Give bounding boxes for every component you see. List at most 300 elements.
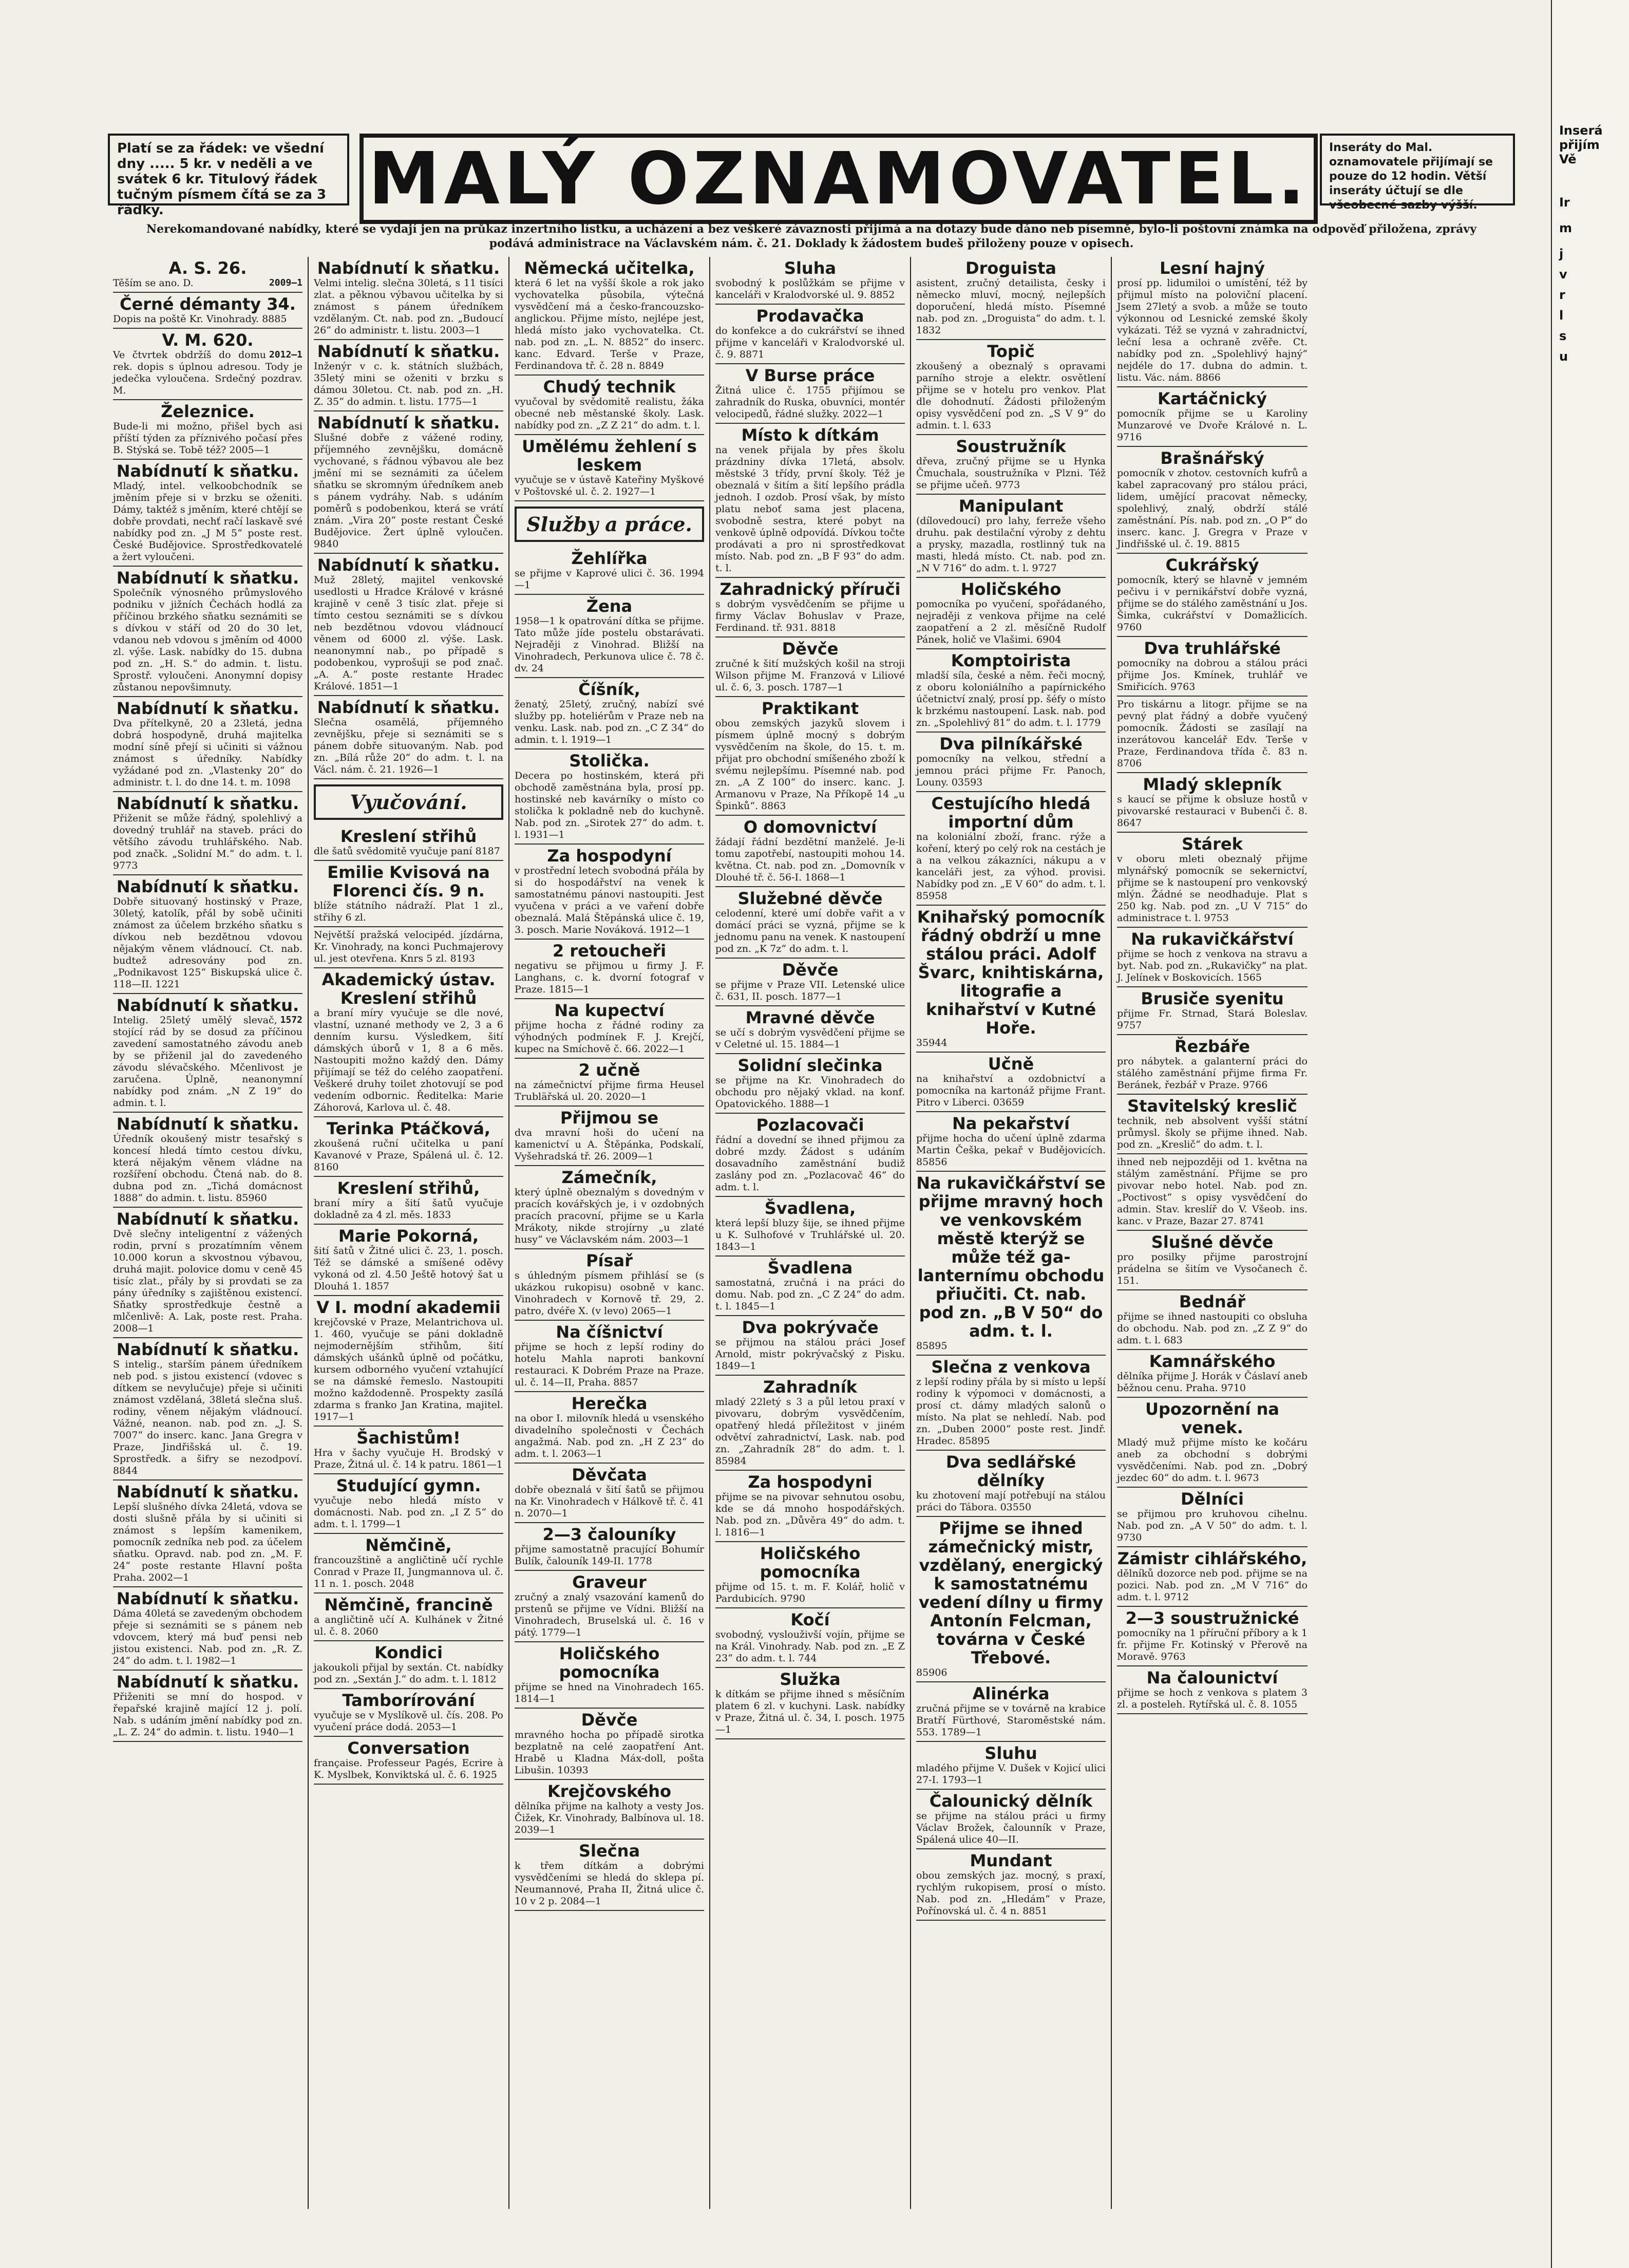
ad-body: mravného hocha po případě sirotka bezplatně na celé zaopatření Ant. Hrabě u Kladna Máx-doll, pošta Libušin. 10393 — [515, 1729, 704, 1776]
ad-title: Slečna — [578, 1841, 640, 1861]
ad-title: Praktikant — [761, 699, 859, 718]
ad-title: Nabídnutí k sňatku. — [116, 1672, 299, 1692]
ad-body: Dobře situovaný hostinský v Praze, 30letý, katolík, přál by sobě učiniti známost za účelem brzkého sňatku s dívkou neb bezdětnou vdovou nějakým věnem vládnoucí. Ct. nab. budtež adresovány pod zn. „Podnikavost 125“ Biskupská ulice č. 118—II. 1221 — [113, 896, 302, 990]
classified-ad — [515, 1840, 704, 1911]
ad-body: se přijme na Kr. Vinohradech do obchodu pro nějaký vklad. na konf. Opatovického. 1888—1 — [715, 1075, 905, 1110]
ad-columns — [108, 257, 1515, 2209]
classified-ad — [515, 749, 704, 845]
ad-body: obou zemských jaz. mocný, s praxí, rychlým rukopisem, prosí o místo. Nab. pod zn. „Hledám“ v Praze, Pořínovská ul. č. 4 n. 8851 — [916, 1870, 1106, 1917]
classified-ad — [314, 257, 503, 340]
classified-ad — [515, 547, 704, 595]
ad-body: Úředník okoušený mistr tesařský s koncesí hledá tímto cestou dívku, která nějakým věnem vládne na rozšíření obchodu. Čtená nab. do 8. dubna pod zn. „Tichá domácnost 1888“ do admin. t. listu. 85960 — [113, 1133, 302, 1204]
classified-ad — [515, 845, 704, 940]
ad-body: pomocníka po vyučení, spořádaného, nejraději z venkova přijme na celé zaopatření a 2 zl. měsíčně Rudolf Pánek, holič ve Vlašimi. 6904 — [916, 598, 1106, 645]
ad-body: vyučuje se v Myslíkově ul. čís. 208. Po vyučení práce dodá. 2053—1 — [314, 1710, 503, 1733]
ad-body: pomocník, který se hlavně v jemném pečivu i v pernikářství dobře vyzná, přijme se do stálého zaměstnání u Jos. Šimka, cukrářství v Domažlicích. 9760 — [1117, 574, 1308, 633]
ad-body: na koloniální zboží, franc. rýže a koření, který po celý rok na cestách je a na velkou zákazníci, nákupu a v kanceláři jest, za výhod. provisi. Nabídky pod zn. „E V 60“ do adm. t. l. 85958 — [916, 831, 1106, 902]
classified-ad — [715, 364, 905, 424]
ad-title: Cukrářský — [1165, 555, 1259, 575]
ad-title: Děvče — [782, 639, 839, 659]
ad-number: 2009—1 — [269, 277, 302, 288]
insert-info-box: Inseráty do Mal. oznamovatele přijímají se pouze do 12 hodin. Větší inseráty účtují se dle všeobecné sazby výšší. — [1320, 134, 1515, 205]
classified-ad — [314, 1296, 503, 1427]
ad-title: 2—3 čalouníky — [542, 1525, 676, 1544]
classified-ad — [314, 1689, 503, 1737]
ad-title: Brusiče syenitu — [1141, 989, 1284, 1008]
classified-ad — [314, 340, 503, 411]
ad-body: přijme hocha z řádné rodiny za výhodných podmínek F. J. Krejčí, kupec na Smíchově č. 66. 2022—1 — [515, 1020, 704, 1055]
ad-number: 2012—1 — [269, 349, 302, 360]
ad-body: přijme se hned na Vinohradech 165. 1814—1 — [515, 1681, 704, 1704]
ad-body: přijme Fr. Strnad, Stará Boleslav. 9757 — [1117, 1008, 1308, 1031]
ad-title: Bednář — [1179, 1292, 1246, 1311]
ad-body: Intelig. 25letý umělý slevač, stojící rád by se dosud za příčinou zavedení samostatného závodu aneb by se přiženil jal do zavedeného závodu slévačského. Mčenlivost je zaručena. Úplně, neanonymní nabídky pod znám. „N Z 19“ do admin. t. l. — [113, 1015, 302, 1109]
classified-ad — [1117, 1350, 1308, 1398]
classified-ad — [916, 1849, 1106, 1921]
strip-fragment: Vě — [1559, 152, 1577, 166]
column-3 — [509, 257, 710, 2209]
ad-title: Dva pokrývače — [742, 1318, 879, 1337]
ad-body: do konfekce a do cukrářství se ihned přijme v kanceláři v Kralodvorské ul. č. 9. 8871 — [715, 325, 905, 360]
ad-title: Zámistr cihlářského, — [1117, 1549, 1308, 1568]
ad-body: přijme se hoch z venkova s platem 3 zl. a posteleh. Rytířská ul. č. 8. 1055 — [1117, 1687, 1308, 1710]
ad-body: řádní a dovední se ihned přijmou za dobré mzdy. Žádost s udáním dosavadního zaměstnání budiž zaslány pod zn. „Pozlacovač 46“ do adm. t. l. — [715, 1134, 905, 1193]
section-heading: Služby a práce. — [526, 513, 692, 536]
classified-ad — [715, 257, 905, 305]
classified-ad — [916, 578, 1106, 649]
ad-body: vyučoval by svědomitě realistu, žáka obecné neb městanské školy. Lask. nabídky pod zn. „Z Z 21“ do adm. t. l. — [515, 396, 704, 431]
classified-ad — [715, 578, 905, 638]
ad-title: Stolička. — [569, 751, 650, 771]
ad-title: Dva truhlářské — [1144, 639, 1281, 658]
classified-ad — [515, 1642, 704, 1709]
classified-ad — [1117, 1547, 1308, 1607]
ad-body: přijme se ihned nastoupiti co obsluha do obchodu. Nab. pod zn. „Z Z 9“ do adm. t. l. 683 — [1117, 1311, 1308, 1346]
classified-ad — [314, 1225, 503, 1296]
classified-ad — [113, 1338, 302, 1480]
ad-title: Žehlířka — [571, 549, 648, 568]
ad-title: A. S. 26. — [168, 258, 247, 278]
ad-body: dle šatů svědomitě vyučuje paní 8187 — [314, 846, 500, 857]
classified-ad — [1117, 257, 1308, 387]
ad-body: celodenní, které umí dobře vařit a v domácí práci se vyzná, přijme se k jednomu panu na venek. K nastoupení pod zn. „K 7z“ do adm. t. l. — [715, 908, 905, 954]
ad-body: Inženýr v c. k. státních službách, 35letý mini se oženiti v brzku s dámou 30letou. Ct. nab. pod zn. „H. Z. 35“ do admin. t. listu. 1775—1 — [314, 361, 503, 407]
ad-body: 35944 — [916, 1037, 948, 1048]
ad-title: Cestujícího hledá importní dům — [931, 794, 1091, 832]
classified-ad — [916, 1451, 1106, 1517]
classified-ad — [314, 411, 503, 554]
ad-body: obou zemských jazyků slovem i písmem úplně mocný s dobrým vysvědčením na škole, do 15. t. m. přijat pro obchodní smíšeného zboží k svému nejlepšímu. Písemné nab. pod zn. „A Z 100“ do inserc. kanc. J. Armanovu v Praze, Na Příkopě 14 „u Špinků“. 8863 — [715, 718, 905, 812]
ad-title: Šachistům! — [356, 1428, 461, 1448]
classified-ad — [1117, 1035, 1308, 1095]
classified-ad — [314, 1641, 503, 1689]
ad-title: Nabídnutí k sňatku. — [317, 698, 500, 717]
ad-body: Pro tiskárnu a litogr. přijme se na pevný plat řádný a dobře vyučený pomocník. Žádosti se zasílají na inzerátovou kancelář Edv. Terše v Praze, Ferdinandova třída č. 83 n. 8706 — [1117, 699, 1308, 769]
masthead — [108, 123, 1515, 257]
ad-title: Německá učitelka, — [524, 258, 695, 278]
ad-title: Mravné děvče — [745, 1008, 875, 1027]
ad-title: Přijmou se — [560, 1108, 659, 1128]
ad-title: V Burse práce — [745, 366, 875, 385]
column-6 — [1112, 257, 1313, 2209]
strip-fragment: r — [1559, 288, 1565, 302]
strip-fragment: l — [1559, 308, 1564, 323]
classified-ad — [916, 1112, 1106, 1172]
ad-title: Soustružník — [956, 437, 1066, 456]
classified-ad — [1117, 447, 1308, 554]
ad-body: 85906 — [916, 1667, 948, 1678]
ad-body: (dílovedoucí) pro lahy, ferreže všeho druhu. pak destilační výroby z dehtu a prysky, mazadla, rostlinný tuk na masti, hledá místo. Ct. nab. pod zn. „N V 716“ do adm. t. l. 9727 — [916, 515, 1106, 574]
ad-title: Na pekařství — [952, 1114, 1070, 1133]
ad-body: S intelig., starším pánem úředníkem neb pod. s jistou existencí (vdovec s dítkem se nevylučuje) přeje si učiniti známost vzdělaná, 38letá slečna sluš. rodiny, věnem nějakým vládnoucí. Vážné, neanon. nab. pod zn. „J. S. 7007“ do inserc. kanc. Jana Gregra v Praze, Jindřišská ul. č. 19. Sprostředk. a šifry se nezodpoví. 8844 — [113, 1359, 302, 1476]
classified-ad — [715, 424, 905, 578]
classified-ad — [715, 305, 905, 364]
ad-title: Studující gymn. — [336, 1476, 481, 1495]
ad-body: a braní míry vyučuje se dle nové, vlastní, uznané methody ve 2, 3 a 6 denním kursu. Výsledkem, šití dámských úborů v 1, 8 a 6 měs. Nastoupiti možno každý den. Dámy přijímají se též do celého zaopatření. Veškeré druhy toilet zhotovují se pod vedením odbornic. Ředitelka: Marie Záhorová, Karlova ul. č. 48. — [314, 1007, 503, 1113]
ad-title: Kreslení střihů, — [337, 1178, 480, 1198]
ad-title: Žena — [586, 596, 633, 616]
classified-ad — [916, 257, 1106, 340]
classified-ad — [1117, 1231, 1308, 1290]
ad-title: V I. modní akademii — [316, 1298, 501, 1317]
ad-title: Nabídnutí k sňatku. — [317, 258, 500, 278]
ad-body: přijme hocha do učení úplně zdarma Martin Češka, pekař v Budějovicích. 85856 — [916, 1133, 1106, 1168]
strip-fragment: Ir — [1559, 195, 1570, 210]
strip-fragment: u — [1559, 349, 1568, 364]
classified-ad — [1117, 1290, 1308, 1350]
ad-body: se přijme v Praze VII. Letenské ulice č. 631, II. posch. 1877—1 — [715, 979, 905, 1002]
classified-ad — [916, 495, 1106, 578]
classified-ad — [1117, 928, 1308, 987]
ad-title: Děvče — [782, 960, 839, 980]
ad-body: z lepší rodiny přála by si místo u lepší rodiny k výpomoci v domácnosti, a prosí ct. dámy mladých salonů o místo. Na plat se nehledí. Nab. pod zn. „Duben 2000“ poste rest. Jindř. Hradec. 85895 — [916, 1376, 1106, 1447]
ad-body: Těším se ano. D. — [113, 277, 194, 289]
ad-body: dělníka přijme na kalhoty a vesty Jos. Čižek, Kr. Vinohrady, Balbínova ul. 18. 2039—1 — [515, 1801, 704, 1835]
classified-ad — [715, 1257, 905, 1316]
classified-ad — [113, 1480, 302, 1587]
classified-ad — [314, 1534, 503, 1594]
ad-title: Za hospodyní — [547, 846, 672, 866]
ad-body: s úhledným písmem přihlásí se (s ukázkou rukopisu) osobně v kanc. Vinohradech v Kornově tř. 29, 2. patro, dvéře X. (v levo) 2065—1 — [515, 1270, 704, 1317]
ad-body: se učí s dobrým vysvědčení přijme se v Celetné ul. 15. 1884—1 — [715, 1027, 905, 1050]
classified-ad — [515, 1392, 704, 1464]
ad-body: přijme od 15. t. m. F. Kolář, holič v Pardubicích. 9790 — [715, 1581, 905, 1604]
ad-body: žádají řádní bezdětní manželé. Je-li tomu zapotřebí, nastoupiti mohou 14. května. Ct. nab. pod zn. „Domovník v Dlouhé tř. č. 56-I. 1868—1 — [715, 836, 905, 883]
classified-ad — [314, 554, 503, 696]
ad-title: Zahradnický příruči — [719, 579, 901, 599]
ad-body: Dopis na poště Kr. Vinohrady. 8885 — [113, 313, 287, 325]
ad-body: zručná přijme se v továrně na krabice Bratří Fürthové, Staroměstské nám. 553. 1789—1 — [916, 1703, 1106, 1738]
ad-body: vyučuje se v ústavě Kateřiny Myškové v Poštovské ul. č. 2. 1927—1 — [515, 474, 704, 497]
classified-ad — [113, 257, 302, 293]
classified-ad — [314, 825, 503, 861]
classified-ad — [1117, 1154, 1308, 1231]
ad-title: Na kupectví — [554, 1001, 665, 1020]
ad-title: Zámečník, — [561, 1168, 657, 1187]
classified-ad — [1117, 1607, 1308, 1666]
ad-title: Sluha — [784, 258, 837, 278]
strip-fragment: m — [1559, 221, 1573, 235]
ad-title: Na číšnictví — [556, 1322, 663, 1342]
ad-body: a angličtině učí A. Kulhánek v Žitné ul. č. 8. 2060 — [314, 1614, 503, 1637]
ad-title: Kartáčnický — [1158, 389, 1267, 408]
ad-body: na venek přijala by přes školu prázdniny dívka 17letá, absolv. městské 3 třídy, první školy. Též je obeznalá v šitím a šití lepšího prádla jednoh. I ozdob. Prosí však, by místo platu neboť sama jest placena, svobodně sestra, které pobyt na venkově úplně odpovídá. Dívkou točte prodávati a pro ni sprostředkovat místo. Nab. pod zn. „B F 93“ do adm. t. l. — [715, 444, 905, 574]
ad-title: Dělníci — [1181, 1489, 1244, 1509]
strip-fragment: s — [1559, 329, 1567, 343]
page-title-box — [359, 134, 1318, 224]
ad-title: Terinka Ptáčková, — [326, 1119, 491, 1138]
adjacent-page-strip — [1551, 0, 1629, 2268]
ad-title: Nabídnutí k sňatku. — [116, 1209, 299, 1229]
ad-title: Dva pilníkářské — [939, 734, 1083, 754]
ad-body: svobodný k poslůžkám se přijme v kanceláři v Kralodvorské ul. 9. 8852 — [715, 277, 905, 301]
ad-title: Nabídnutí k sňatku. — [116, 794, 299, 813]
classified-ad — [715, 697, 905, 816]
ad-body: pro posilky přijme parostrojní prádelna se šitím ve Vysočanech č. 151. — [1117, 1251, 1308, 1286]
ad-title: Nabídnutí k sňatku. — [116, 996, 299, 1015]
ad-title: Emilie Kvisová na Florenci čís. 9 n. — [327, 863, 490, 901]
ad-body: Ve čtvrtek obdržíš do domu rek. dopis s úplnou adresou. Tody je jedečka vyloučena. Srdečný pozdrav. M. — [113, 349, 302, 396]
ad-title: Topič — [987, 342, 1035, 361]
ad-title: Učně — [988, 1054, 1034, 1074]
classified-ad — [515, 257, 704, 376]
classified-ad — [113, 1208, 302, 1338]
ad-body: 1958—1 k opatrování dítka se přijme. Tato může jíde postelu obstarávati. Nejraději z Vinohrad. Bližší na Vinohradech, Perkunova ulice č. 78 č. dv. 24 — [515, 615, 704, 674]
ad-title: 2 retoucheři — [552, 941, 667, 961]
ad-title: Nabídnutí k sňatku. — [317, 555, 500, 575]
classified-ad — [515, 999, 704, 1059]
ad-body: mladší síla, české a něm. řeči mocný, z oboru koloniálního a papírnického účetnictví znalý, prosí pp. šéfy o místo k brzkému nastoupení. Lask. nab. pod zn. „Spolehlivý 81“ do adm. t. l. 1779 — [916, 670, 1106, 728]
ad-body: Přiženit se může řádný, spolehlivý a dovedný truhlář na staveb. práci do většího závodu truhlářského. Nab. pod značk. „Solidní M.“ do adm. t. l. 9773 — [113, 813, 302, 871]
ad-title: Němčině, — [365, 1535, 452, 1555]
ad-title: O domovnictví — [743, 817, 877, 837]
ad-title: Chudý technik — [543, 377, 676, 397]
ad-title: Sluhu — [984, 1744, 1037, 1763]
ad-title: Děvčata — [572, 1465, 647, 1485]
ad-title: Nabídnutí k sňatku. — [116, 1114, 299, 1134]
ad-body: Mladý, intel. velkoobchodník se jměním přeje si v brzku se oženiti. Dámy, taktéž s jměním, které chtějí se dobře provdati, nechť račí laskavě své nabídky pod zn. „J M 5“ poste rest. České Budějovice. Sprostředkovatelé a žert vyloučeni. — [113, 480, 302, 563]
ad-body: pro nábytek. a galanterní práci do stálého zaměstnání přijme firma Fr. Beránek, řezbář v Praze. 9766 — [1117, 1056, 1308, 1091]
classified-ad — [715, 638, 905, 697]
ad-body: zručné k šití mužských košil na stroji Wilson přijme M. Franzová v Liliové ul. č. 6, 3. posch. 1787—1 — [715, 658, 905, 693]
ad-body: Muž 28letý, majitel venkovské usedlosti u Hradce Králové v krásné krajině v ceně 3 tisíc zlat. přeje si tímto cestou seznámiti se s dívkou neb bezdětnou vdovou vládnoucí věnem od 6000 zl. výše. Lask. neanonymní nab., po případě s podobenkou, vyprošuji se pod znač. „A. A.“ poste restante Hradec Králové. 1851—1 — [314, 574, 503, 692]
ad-body: s kaucí se přijme k obsluze hostů v pivovarské restauraci v Bubenči č. 8. 8647 — [1117, 794, 1308, 829]
classified-ad — [314, 968, 503, 1117]
classified-ad — [715, 1316, 905, 1376]
ad-title: Slečna z venkova — [931, 1357, 1091, 1377]
ad-body: k dítkám se přijme ihned s měsíčním platem 6 zl. v kuchyni. Lask. nabídky v Praze, Žitná ul. č. 34, I. posch. 1975—1 — [715, 1689, 905, 1735]
ad-title: Holičského pomocníka — [760, 1544, 861, 1582]
classified-ad — [916, 340, 1106, 435]
ad-title: Nabídnutí k sňatku. — [116, 1482, 299, 1502]
ad-title: Služebné děvče — [737, 889, 883, 908]
ad-body: dva mravní hoši do učení na kamenictví u A. Štěpánka, Podskalí, Vyšehradská tř. 26. 2009—1 — [515, 1127, 704, 1162]
ad-title: Děvče — [581, 1710, 638, 1730]
ad-body: se přijme na stálou práci u firmy Václav Brožek, čalounník v Praze, Spálená ulice 40—II. — [916, 1810, 1106, 1845]
ad-body: jakoukoli přijal by sextán. Ct. nabídky pod zn. „Sextán J.“ do adm. t. l. 1812 — [314, 1662, 503, 1685]
ad-title: Nabídnutí k sňatku. — [116, 461, 299, 481]
ad-title: Mundant — [970, 1851, 1052, 1870]
classified-ad — [715, 1608, 905, 1668]
ad-body: pomocníky na velkou, střední a jemnou práci přijme Fr. Panoch, Louny. 03593 — [916, 753, 1106, 788]
ad-title: Nabídnutí k sňatku. — [116, 1340, 299, 1359]
section-heading-box — [515, 507, 704, 542]
classified-ad — [113, 460, 302, 567]
classified-ad — [916, 1356, 1106, 1451]
column-2 — [309, 257, 509, 2209]
ad-body: svobodný, vyslouživší vojín, přijme se na Král. Vinohrady. Nab. pod zn. „E Z 23“ do adm. t. l. 744 — [715, 1629, 905, 1664]
ad-title: Na rukavičkářství — [1131, 929, 1294, 949]
classified-ad — [1117, 833, 1308, 928]
ad-body: dřeva, zručný přijme se u Hynka Čmuchala, soustružníka v Plzni. Též se přijme učeň. 9773 — [916, 456, 1106, 491]
classified-ad — [515, 678, 704, 749]
ad-title: Kreslení střihů — [340, 827, 477, 846]
ad-title: Umělému žehlení s leskem — [522, 437, 697, 475]
ad-title: Švadlena — [767, 1258, 853, 1278]
classified-ad — [715, 1006, 905, 1054]
classified-ad — [715, 1376, 905, 1471]
classified-ad — [113, 1587, 302, 1671]
strip-fragment: Inserá — [1559, 123, 1603, 138]
ad-body: Lepší slušného dívka 24letá, vdova se dosti slušně přála by si učiniti si známost s lepším kamenikem, pomocník zedníka neb pod. za účelem sňatku. Opravd. nab. pod zn. „M. F. 24“ poste restante Hlavní pošta Praha. 2002—1 — [113, 1501, 302, 1583]
ad-title: Alinérka — [972, 1684, 1050, 1703]
ad-body: na knihařství a ozdobnictví a pomocníka na kartonáž přijme Frant. Pitro v Liberci. 03659 — [916, 1073, 1106, 1108]
classified-ad — [916, 906, 1106, 1053]
ad-body: Mladý muž přijme místo ke kočáru aneb za obchodní s dobrými vysvědčeními. Nab. pod zn. „Dobrý jezdec 60“ do adm. t. l. 9673 — [1117, 1437, 1308, 1484]
ad-body: k třem dítkám a dobrými vysvědčeními se hledá do sklepa pí. Neumannové, Praha II, Žitná ulice č. 10 v 2 p. 2084—1 — [515, 1860, 704, 1907]
classified-ad — [113, 792, 302, 875]
classified-ad — [916, 1742, 1106, 1790]
ad-title: Upozornění na venek. — [1145, 1399, 1279, 1437]
classified-ad — [715, 1668, 905, 1739]
classified-ad — [515, 1321, 704, 1392]
ad-title: Služka — [780, 1670, 841, 1689]
ad-body: Slečna osamělá, příjemného zevnějšku, přeje si seznámiti se s pánem dobře situovaným. Nab. pod zn. „Bílá růže 20“ do adm. t. l. na Václ. nám. č. 21. 1926—1 — [314, 717, 503, 775]
classified-ad — [515, 1709, 704, 1780]
ad-body: se přijme v Kaprové ulici č. 36. 1994—1 — [515, 568, 704, 591]
ad-body: Velmi intelig. slečna 30letá, s 11 tisíci zlat. a pěknou výbavou učitelka by si známost s pánem úředníkem vzdělaným. Ct. nab. pod zn. „Budoucí 26“ do administr. t. listu. 2003—1 — [314, 277, 503, 336]
classified-ad — [515, 1107, 704, 1166]
classified-ad — [113, 329, 302, 400]
ad-title: Řezbáře — [1175, 1037, 1250, 1056]
ad-body: Decera po hostinském, která při obchodě zaměstnána byla, prosí pp. hostinské neb kavárníky o místo co stolička k pokladně neb do kuchyně. Nab. pod zn. „Sirotek 27“ do adm. t. l. 1931—1 — [515, 770, 704, 840]
ad-body: na zámečnictví přijme firma Heusel Trubläřská ul. 20. 2020—1 — [515, 1079, 704, 1102]
section-heading-box — [314, 784, 503, 820]
classified-ad — [314, 1474, 503, 1534]
section-heading: Vyučování. — [350, 791, 467, 814]
column-5 — [911, 257, 1112, 2209]
classified-ad — [1117, 1488, 1308, 1547]
ad-body: se přijmou na stálou práci Josef Arnold, mistr pokrývačský z Pisku. 1849—1 — [715, 1337, 905, 1372]
classified-ad — [515, 1166, 704, 1249]
classified-ad — [314, 696, 503, 779]
ad-title: Za hospodyni — [748, 1472, 873, 1492]
ad-title: Brašnářský — [1160, 448, 1264, 468]
classified-ad — [113, 400, 302, 460]
ad-body: pomocníky na dobrou a stálou práci přijme Jos. Kmínek, truhlář ve Smiřicích. 9763 — [1117, 658, 1308, 692]
classified-ad — [314, 861, 503, 927]
ad-title: Nabídnutí k sňatku. — [116, 1589, 299, 1608]
ad-body: francouzštině a angličtině učí rychle Conrad v Praze II, Jungmannova ul. č. 11 n. 1. posch. 2048 — [314, 1554, 503, 1589]
ad-body: Slušné dobře z vážené rodiny, příjemného zevnějšku, domácně vychované, s řádnou výbavou ale bez jmění mi se seznámiti za účelem sňatku se skromným úředníkem aneb s pánem vydráhy. Nab. s udáním poměrů s podobenkou, která se vrátí znám. „Vira 20“ poste restant České Budějovice. Žert úplně vyloučen. 9840 — [314, 432, 503, 550]
ad-body: šití šatů v Žitné ulici č. 23, 1. posch. Též se dámské a smíšené oděvy vykoná od zl. 4.50 Ještě hotový šat u Dlouhá 1. 1857 — [314, 1245, 503, 1292]
ad-title: Stárek — [1182, 834, 1243, 854]
column-1 — [108, 257, 309, 2209]
ad-body: zkoušený a obeznalý s opravami parního stroje a elektr. osvětlení přijme se v hotelu pro venkov. Plat dle dohodnutí. Žádosti přiloženým opisy vysvědčení pod zn. „S V 9“ do admin. t. l. 633 — [916, 361, 1106, 431]
classified-ad — [916, 649, 1106, 733]
ad-body: française. Professeur Pagés, Ecrire à K. Myslbek, Konviktská ul. č. 6. 1925 — [314, 1757, 503, 1780]
ad-body: na obor I. milovník hledá u vsenského divadelního společnosti v Čechách angažmá. Nab. pod zn. „H Z 23“ do adm. t. l. 2063—1 — [515, 1413, 704, 1459]
classified-ad — [314, 1177, 503, 1225]
ad-title: Kondici — [374, 1643, 443, 1662]
classified-ad — [715, 1542, 905, 1608]
ad-body: zručný a znalý vsazování kamenů do prstenů se přijme ve Vídni. Bližší na Vinohradech, Bruselská ul. č. 16 v pátý. 1779—1 — [515, 1591, 704, 1638]
classified-ad — [715, 1197, 905, 1257]
ad-body: přijme se hoch z venkova na stravu a byt. Nab. pod zn. „Rukavičky“ na plat. J. Jelínek v Boskovicích. 1565 — [1117, 948, 1308, 983]
ad-body: Hra v šachy vyučuje H. Brodský v Praze, Žitná ul. č. 14 k patru. 1861—1 — [314, 1447, 503, 1470]
classified-ad — [916, 1172, 1106, 1356]
ad-title: Nabídnutí k sňatku. — [116, 699, 299, 718]
ad-body: 85895 — [916, 1340, 948, 1352]
ad-title: 2 učně — [578, 1060, 640, 1080]
page-title: MALÝ OZNAMOVATEL. — [368, 137, 1309, 221]
ad-body: vyučuje nebo hledá místo v domácnosti. Nab. pod zn. „I Z 5“ do adm. t. l. 1799—1 — [314, 1495, 503, 1530]
classified-ad — [1117, 1095, 1308, 1154]
classified-ad — [515, 595, 704, 678]
ad-title: Železnice. — [161, 402, 255, 421]
classified-ad — [1117, 1398, 1308, 1488]
classified-ad — [916, 733, 1106, 792]
classified-ad — [1117, 637, 1308, 697]
ad-title: Manipulant — [958, 496, 1064, 516]
strip-fragment: v — [1559, 267, 1567, 282]
ad-title: Dva sedlářské dělníky — [945, 1452, 1076, 1490]
ad-title: Marie Pokorná, — [338, 1226, 479, 1246]
ad-body: blíže státního nádraží. Plat 1 zl., střihy 6 zl. — [314, 900, 503, 923]
ad-title: Kamnářského — [1149, 1352, 1276, 1371]
classified-ad — [715, 816, 905, 887]
classified-ad — [314, 1594, 503, 1641]
ad-body: Přiženiti se mní do hospod. v řepařské krajině mající 12 j. polí. Nab. s udáním jmění nabídky pod zn. „L. Z. 24“ do admin. t. listu. 1940—1 — [113, 1691, 302, 1738]
classified-ad — [1117, 387, 1308, 447]
ad-title: Písař — [586, 1251, 633, 1270]
ad-title: Černé démanty 34. — [120, 294, 296, 314]
strip-fragment: přijím — [1559, 138, 1600, 152]
ad-title: Nabídnutí k sňatku. — [317, 342, 500, 361]
classified-ad — [715, 1114, 905, 1197]
classified-ad — [916, 1682, 1106, 1742]
ad-title: Nabídnutí k sňatku. — [116, 568, 299, 588]
ad-title: Zahradník — [763, 1377, 857, 1397]
ad-body: dělníků dozorce neb pod. přijme se na pozici. Nab. pod zn. „M V 716“ do adm. t. l. 9712 — [1117, 1568, 1308, 1603]
ad-body: prosí pp. lidumiloi o umístění, též by přijmul místo na poloviční placení. Jsem 27letý a svob. a může se touto výkonnou od Lesnické zemské školy vykázati. Též se vyzná v zahradnictví, leční lesa a ochraně zvěře. Ct. nabídky pod zn. „Spolehlivý hajný“ nejdéle do 17. dubna do admin. t. listu. Vác. nám. 8866 — [1117, 277, 1308, 383]
rate-box: Platí se za řádek: ve všední dny ..... 5 kr. v neděli a ve svátek 6 kr. Titulový řádek tučným písmem čítá se za 3 řádky. — [108, 134, 349, 205]
ad-title: Stavitelský kreslič — [1127, 1096, 1297, 1116]
ad-title: Čalounický dělník — [929, 1791, 1093, 1811]
classified-ad — [314, 1737, 503, 1785]
ad-body: asistent, zručný detailista, česky i německo mluví, mocný, nejlepších doporučení, hledá místo. Písemné nab. pod zn. „Droguista“ do adm. t. l. 1832 — [916, 277, 1106, 336]
ad-body: Bude-li mi možno, přišel bych asi příští týden za příznivého počasí přes B. Stýská se. Tobě též? 2005—1 — [113, 421, 302, 456]
ad-title: Tamborírování — [342, 1691, 475, 1710]
classified-ad — [113, 994, 302, 1113]
ad-body: samostatná, zručná i na práci do domu. Nab. pod zn. „C Z 24“ do adm. t. l. 1845—1 — [715, 1277, 905, 1312]
classified-ad — [916, 1517, 1106, 1682]
classified-ad — [916, 792, 1106, 906]
ad-body: přijme samostatně pracující Bohumír Bulík, čalouník 149-II. 1778 — [515, 1544, 704, 1567]
ad-body: dobře obeznalá v šití šatů se přijmou na Kr. Vinohradech v Hálkově tř. č. 41 n. 2070—1 — [515, 1484, 704, 1519]
classified-ad — [113, 875, 302, 994]
ad-body: která 6 let na vyšší škole a rok jako vychovatelka působila, výtečná vysvědčení má a česko-francouzsko-anglickou. Přijme místo, nejlépe jest, hledá místo jako vychovatelka. Ct. nab. pod zn. „L. N. 8852“ do inserc. kanc. Edvard. Terše v Praze, Ferdinandova tř. č. 28 n. 8849 — [515, 277, 704, 371]
